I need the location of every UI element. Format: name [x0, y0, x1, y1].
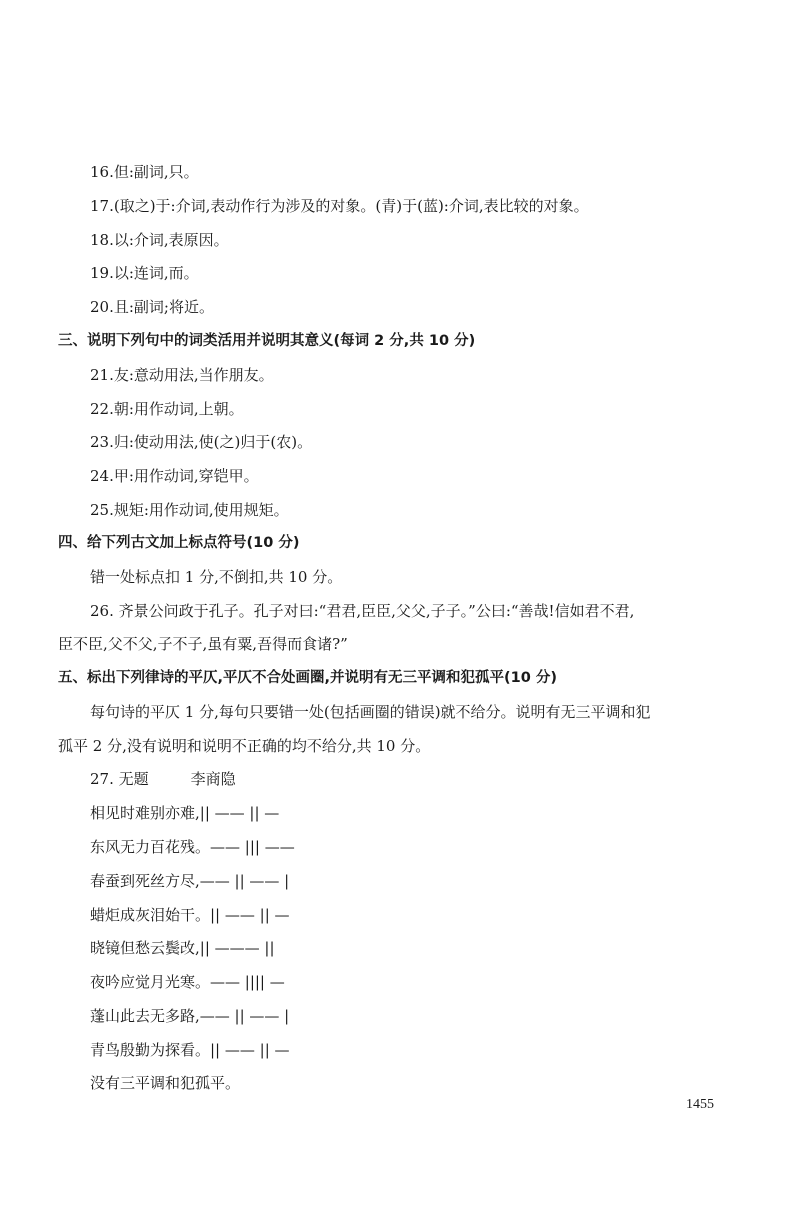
poem-line-5: 晓镜但愁云鬓改,|| ——— ||: [90, 939, 275, 957]
answer-item-17: 17.(取之)于:介词,表动作行为涉及的对象。(青)于(蓝):介词,表比较的对象。: [90, 197, 589, 215]
poem-author: 李商隐: [190, 770, 236, 788]
answer-item-26-line-2: 臣不臣,父不父,子不子,虽有粟,吾得而食诸?”: [58, 635, 348, 653]
section-5-scoring-rule-line-1: 每句诗的平仄 1 分,每句只要错一处(包括画圈的错误)就不给分。说明有无三平调和犯: [90, 703, 651, 721]
poem-number: 27. 无题: [90, 770, 149, 788]
poem-line-7: 蓬山此去无多路,—— || —— |: [90, 1007, 290, 1025]
answer-item-23: 23.归:使动用法,使(之)归于(农)。: [90, 433, 313, 451]
poem-line-6: 夜吟应觉月光寒。—— |||| —: [90, 973, 285, 991]
poem-title-line: [90, 769, 236, 789]
section-3-heading: 三、说明下列句中的词类活用并说明其意义(每词 2 分,共 10 分): [58, 333, 476, 349]
poem-line-4: 蜡炬成灰泪始干。|| —— || —: [90, 906, 290, 924]
poem-line-2: 东风无力百花残。—— ||| ——: [90, 838, 295, 856]
poem-conclusion: 没有三平调和犯孤平。: [90, 1074, 241, 1092]
answer-item-18: 18.以:介词,表原因。: [90, 231, 229, 249]
answer-item-26-line-1: 26. 齐景公问政于孔子。孔子对曰:“君君,臣臣,父父,子子。”公曰:“善哉!信如君不君,: [90, 602, 635, 620]
answer-item-22: 22.朝:用作动词,上朝。: [90, 400, 244, 418]
poem-line-8: 青鸟殷勤为探看。|| —— || —: [90, 1041, 290, 1059]
answer-item-24: 24.甲:用作动词,穿铠甲。: [90, 467, 259, 485]
answer-item-20: 20.且:副词;将近。: [90, 298, 214, 316]
poem-line-1: 相见时难别亦难,|| —— || —: [90, 804, 280, 822]
section-4-heading: 四、给下列古文加上标点符号(10 分): [58, 535, 300, 551]
poem-line-3: 春蚕到死丝方尽,—— || —— |: [90, 872, 290, 890]
page-number: 1455: [686, 1097, 714, 1112]
answer-item-16: 16.但:副词,只。: [90, 163, 199, 181]
section-4-scoring-rule: 错一处标点扣 1 分,不倒扣,共 10 分。: [90, 568, 343, 586]
section-5-heading: 五、标出下列律诗的平仄,平仄不合处画圈,并说明有无三平调和犯孤平(10 分): [58, 670, 557, 686]
answer-item-19: 19.以:连词,而。: [90, 264, 199, 282]
section-5-scoring-rule-line-2: 孤平 2 分,没有说明和说明不正确的均不给分,共 10 分。: [58, 737, 431, 755]
answer-item-25: 25.规矩:用作动词,使用规矩。: [90, 501, 289, 519]
answer-item-21: 21.友:意动用法,当作朋友。: [90, 366, 274, 384]
